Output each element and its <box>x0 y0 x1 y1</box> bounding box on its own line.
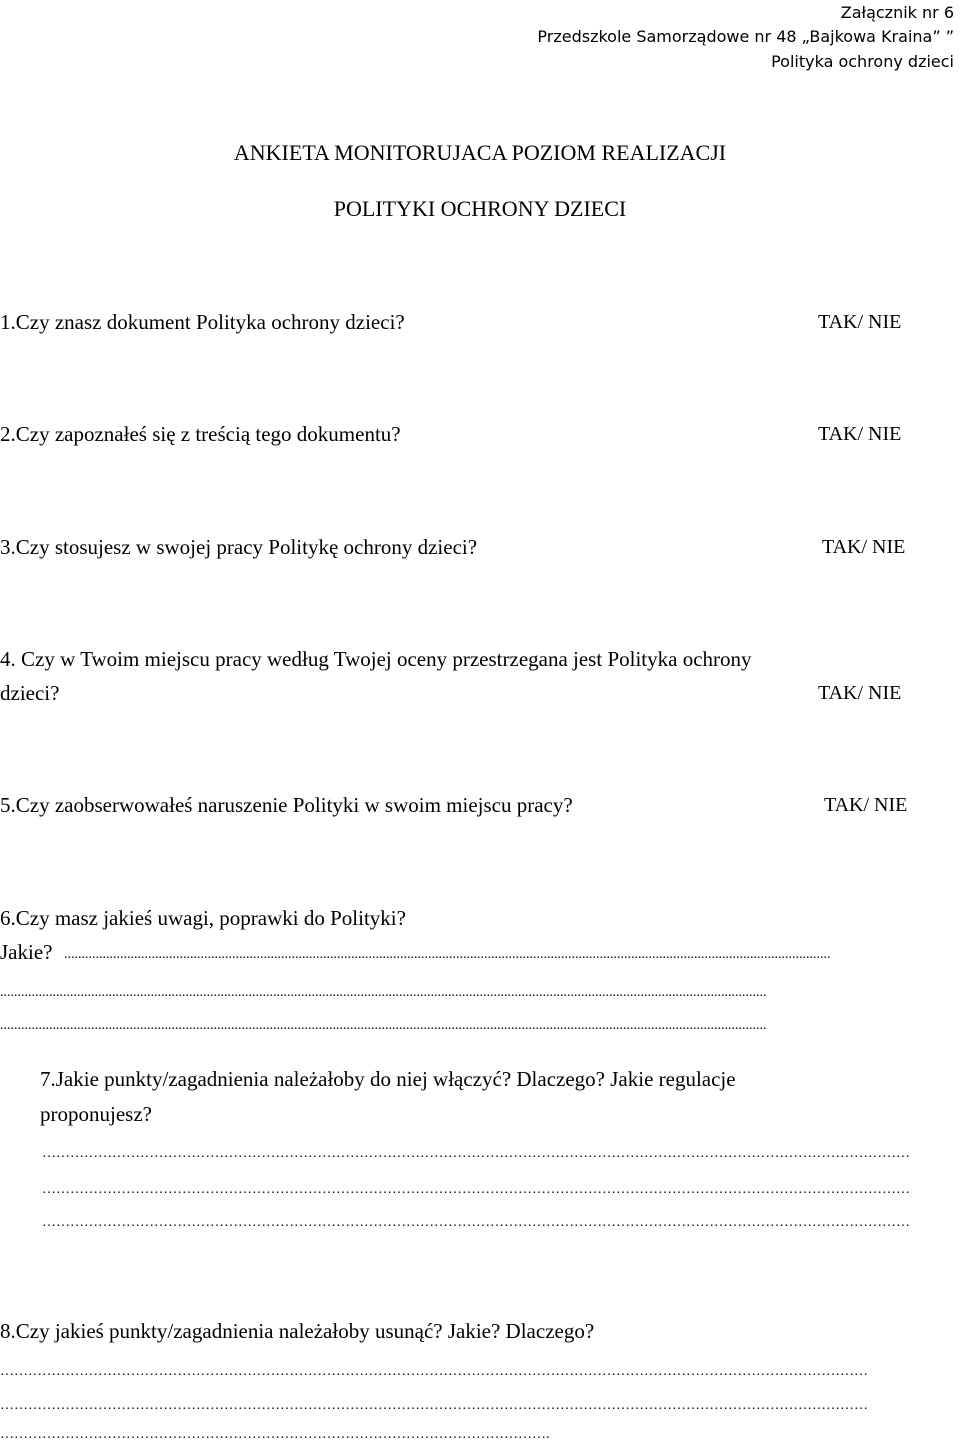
question-4: 4. Czy w Twoim miejscu pracy według Twojej oceny przestrzegana jest Polityka ochrony <box>0 647 752 671</box>
question-4-answer-options[interactable]: TAK/ NIE <box>818 682 902 704</box>
question-2-answer-options[interactable]: TAK/ NIE <box>818 423 902 445</box>
question-1-answer-options[interactable]: TAK/ NIE <box>818 311 902 333</box>
question-7-answer-line-3[interactable]: …………………………………………………………………………………………………………………………………………………………………… <box>42 1215 910 1230</box>
question-8: 8.Czy jakieś punkty/zagadnienia należałoby usunąć? Jakie? Dlaczego? <box>0 1319 595 1343</box>
question-1: 1.Czy znasz dokument Polityka ochrony dzieci? <box>0 310 405 334</box>
question-5: 5.Czy zaobserwowałeś naruszenie Polityki w swoim miejscu pracy? <box>0 793 573 817</box>
institution-name: Przedszkole Samorządowe nr 48 „Bajkowa Kraina” ” <box>537 27 954 46</box>
question-8-answer-line-2[interactable]: …………………………………………………………………………………………………………………………………………………………………… <box>0 1398 868 1413</box>
question-3: 3.Czy stosujesz w swojej pracy Politykę ochrony dzieci? <box>0 535 478 559</box>
question-7: 7.Jakie punkty/zagadnienia należałoby do niej włączyć? Dlaczego? Jakie regulacje <box>40 1067 736 1091</box>
question-6-answer-line-2[interactable]: ........................................................................................................................................................................................................................... <box>0 985 767 1000</box>
question-6-prompt: Jakie? <box>0 940 53 964</box>
question-2: 2.Czy zapoznałeś się z treścią tego dokumentu? <box>0 422 401 446</box>
question-8-answer-line-1[interactable]: …………………………………………………………………………………………………………………………………………………………………… <box>0 1364 868 1379</box>
question-7-answer-line-1[interactable]: …………………………………………………………………………………………………………………………………………………………………… <box>42 1146 910 1161</box>
question-8-answer-line-3[interactable]: ………………………………………………………………………………………………………. <box>0 1427 550 1442</box>
survey-title-line1: ANKIETA MONITORUJACA POZIOM REALIZACJI <box>233 140 727 165</box>
question-7-continuation: proponujesz? <box>40 1102 152 1126</box>
question-3-answer-options[interactable]: TAK/ NIE <box>822 536 906 558</box>
question-4-continuation: dzieci? <box>0 681 60 705</box>
question-6-answer-line-3[interactable]: ........................................................................................................................................................................................................................... <box>0 1018 767 1033</box>
question-6-answer-line-1[interactable]: ........................................................................................................................................................................................................................... <box>64 947 831 962</box>
attachment-number: Załącznik nr 6 <box>840 3 954 22</box>
question-5-answer-options[interactable]: TAK/ NIE <box>824 794 908 816</box>
survey-title-line2: POLITYKI OCHRONY DZIECI <box>333 196 627 221</box>
question-6: 6.Czy masz jakieś uwagi, poprawki do Polityki? <box>0 906 406 930</box>
question-7-answer-line-2[interactable]: …………………………………………………………………………………………………………………………………………………………………… <box>42 1182 910 1197</box>
policy-name: Polityka ochrony dzieci <box>771 52 954 71</box>
